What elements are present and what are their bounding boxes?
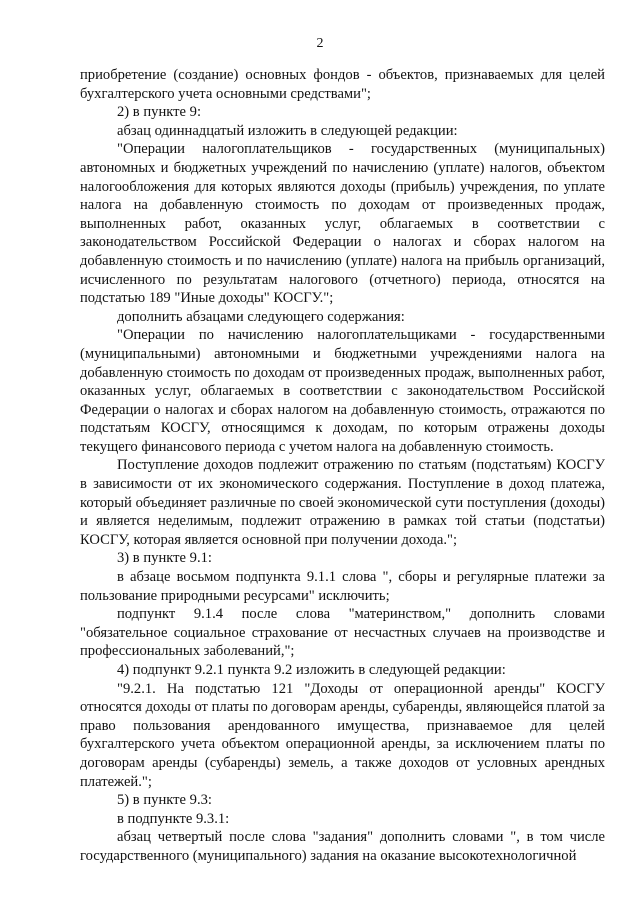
- paragraph: 4) подпункт 9.2.1 пункта 9.2 изложить в следующей редакции:: [117, 662, 506, 678]
- document-body: [80, 66, 605, 866]
- paragraph: "Операции налогоплательщиков - государственных (муниципальных) автономных и бюджетных учреждений по начислению (уплате) налогов, объектом налогообложения для которых являются доходы (прибыль) учреждения, по уплате налога на добавленную стоимость по доходам от произведенных продаж, выполненных работ, оказанных услуг, облагаемых в соответствии с законодательством Российской Федерации о налогах и сборах налогом на добавленную стоимость и по начислению (уплате) налога на прибыль организаций, исчисленного по результатам налогового (отчетного) периода, относятся на подстатью 189 "Иные доходы" КОСГУ.";: [80, 141, 605, 307]
- paragraph: дополнить абзацами следующего содержания:: [117, 308, 405, 325]
- page-number: 2: [316, 36, 324, 51]
- paragraph: "Операции по начислению налогоплательщиками - государственными (муниципальными) автономными и бюджетными учреждениями налога на добавленную стоимость по доходам от произведенных продаж, выполненных работ, оказанных услуг, облагаемых в соответствии с законодательством Российской Федерации о налогах и сборах налогом на добавленную стоимость, отражаются по подстатьям КОСГУ, относящимся к доходам, по которым отражены доходы текущего финансового периода с учетом налога на добавленную стоимость.: [80, 327, 605, 455]
- paragraph: Поступление доходов подлежит отражению по статьям (подстатьям) КОСГУ в зависимости от их экономического содержания. Поступление в доход платежа, который объединяет различные по своей экономической сути поступления (доходы) и является неделимым, подлежит отражению в рамках той статьи (подстатьи) КОСГУ, которая является основной при получении дохода.";: [80, 457, 605, 548]
- paragraph: подпункт 9.1.4 после слова "материнством," дополнить словами "обязательное социальное страхование от несчастных случаев на производстве и профессиональных заболеваний,";: [80, 606, 605, 660]
- paragraph: абзац одиннадцатый изложить в следующей редакции:: [117, 122, 458, 139]
- paragraph: абзац четвертый после слова "задания" дополнить словами ", в том числе государственного (муниципального) задания на оказание высокотехнологичной: [80, 829, 605, 864]
- paragraph: 5) в пункте 9.3:: [117, 792, 212, 809]
- paragraph: 2) в пункте 9:: [117, 104, 202, 121]
- paragraph: "9.2.1. На подстатью 121 "Доходы от операционной аренды" КОСГУ относятся доходы от платы по договорам аренды, субаренды, являющейся платой за право пользования арендованного имущества, признаваемое для целей бухгалтерского учета объектом операционной аренды, за исключением платы по договорам аренды (субаренды) земель, а также доходов от условных арендных платежей.";: [80, 680, 605, 790]
- paragraph: приобретение (создание) основных фондов - объектов, признаваемых для целей бухгалтерского учета основными средствами";: [80, 67, 605, 102]
- paragraph: 3) в пункте 9.1:: [117, 550, 212, 567]
- paragraph: в абзаце восьмом подпункта 9.1.1 слова ", сборы и регулярные платежи за пользование природными ресурсами" исключить;: [80, 569, 605, 604]
- paragraph: в подпункте 9.3.1:: [117, 810, 230, 827]
